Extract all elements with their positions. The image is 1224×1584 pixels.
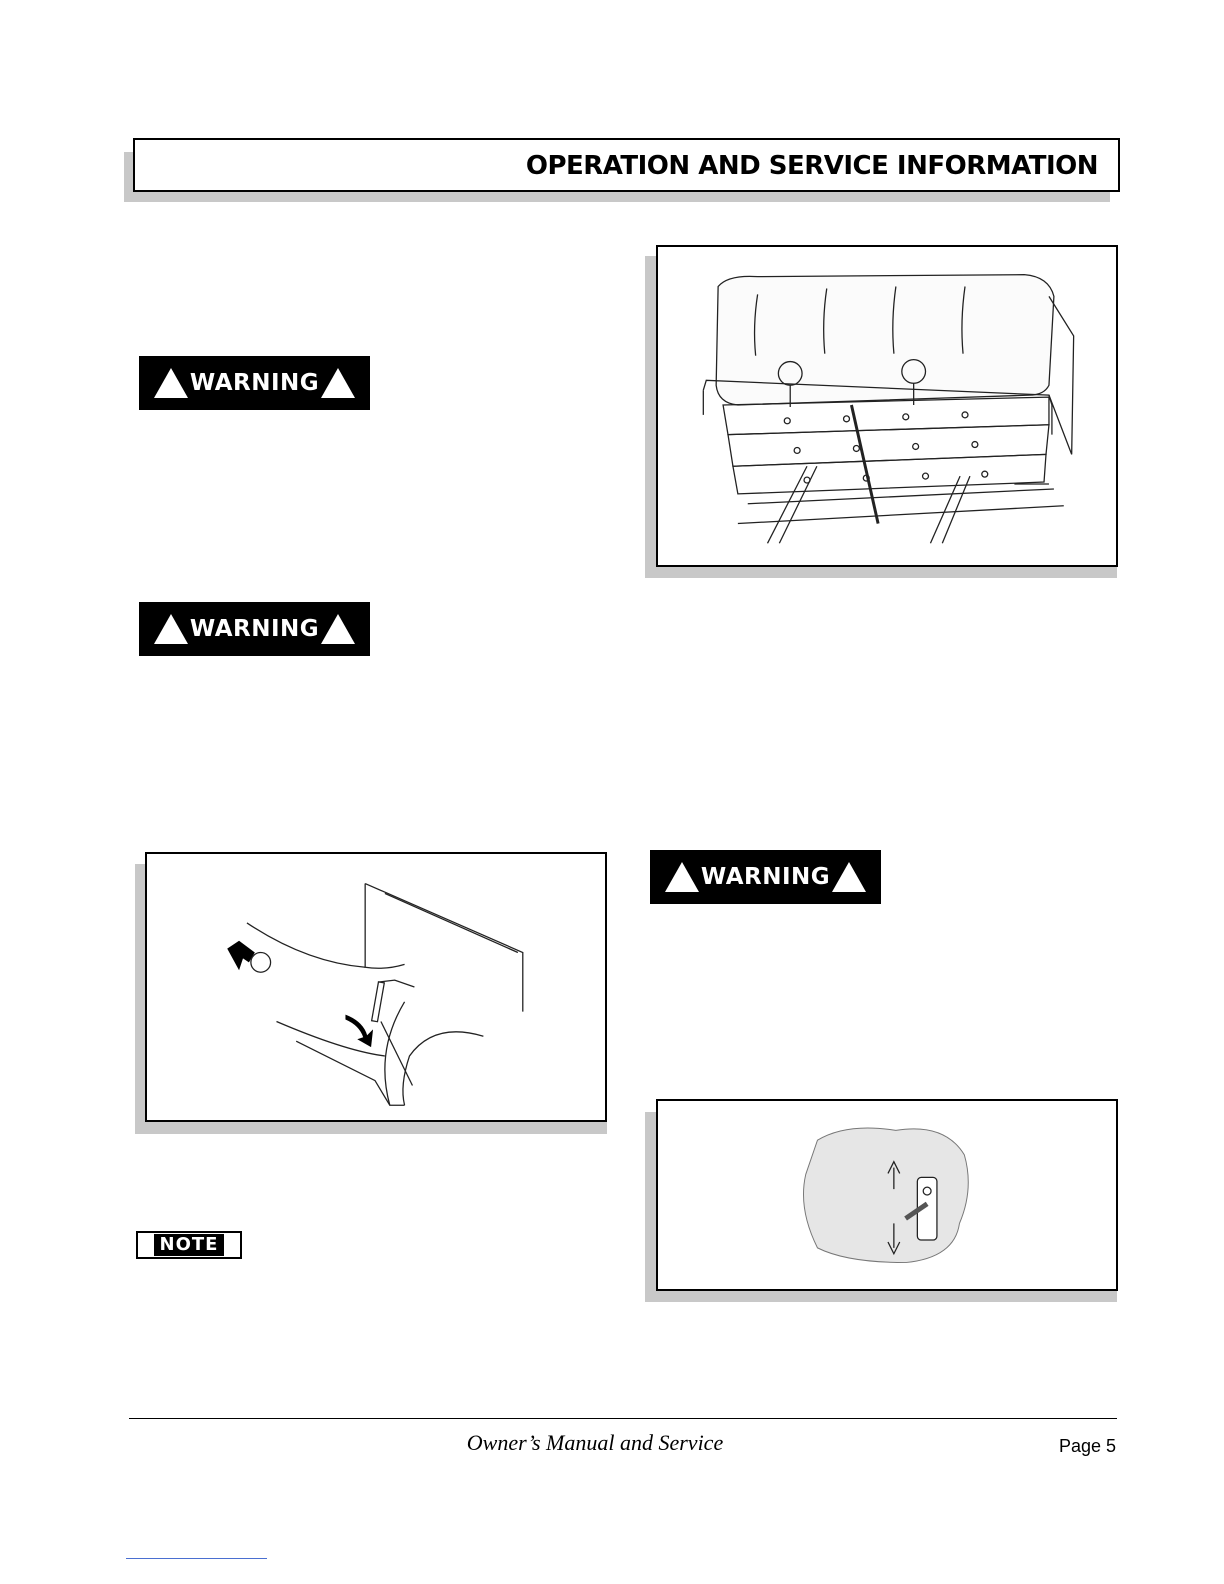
- warning-triangle-icon: [321, 614, 355, 644]
- warning-badge-3: [650, 850, 881, 904]
- warning-triangle-icon: [665, 862, 699, 892]
- cargo-box-raised-illustration-icon: [658, 247, 1116, 565]
- page-number: Page 5: [1058, 1436, 1116, 1456]
- warning-label: WARNING: [189, 616, 320, 642]
- footer-divider: [129, 1418, 1117, 1419]
- warning-label: WARNING: [700, 864, 831, 890]
- page-title: OPERATION AND SERVICE INFORMATION: [525, 151, 1098, 181]
- warning-triangle-icon: [154, 368, 188, 398]
- figure-2-latch-pin: [145, 852, 607, 1122]
- note-label: NOTE: [154, 1234, 225, 1256]
- warning-label: WARNING: [189, 370, 320, 396]
- warning-badge-2: [139, 602, 370, 656]
- footer-title: Owner’s Manual and Service: [466, 1430, 724, 1455]
- warning-triangle-icon: [832, 862, 866, 892]
- note-badge: [136, 1231, 242, 1259]
- figure-1-cargo-box: [656, 245, 1118, 567]
- warning-badge-1: [139, 356, 370, 410]
- lever-switch-illustration-icon: [658, 1101, 1116, 1289]
- warning-triangle-icon: [154, 614, 188, 644]
- header-banner: [133, 138, 1120, 192]
- link-underline: [126, 1558, 267, 1559]
- latch-pin-illustration-icon: [147, 854, 605, 1120]
- figure-3-lever-switch: [656, 1099, 1118, 1291]
- warning-triangle-icon: [321, 368, 355, 398]
